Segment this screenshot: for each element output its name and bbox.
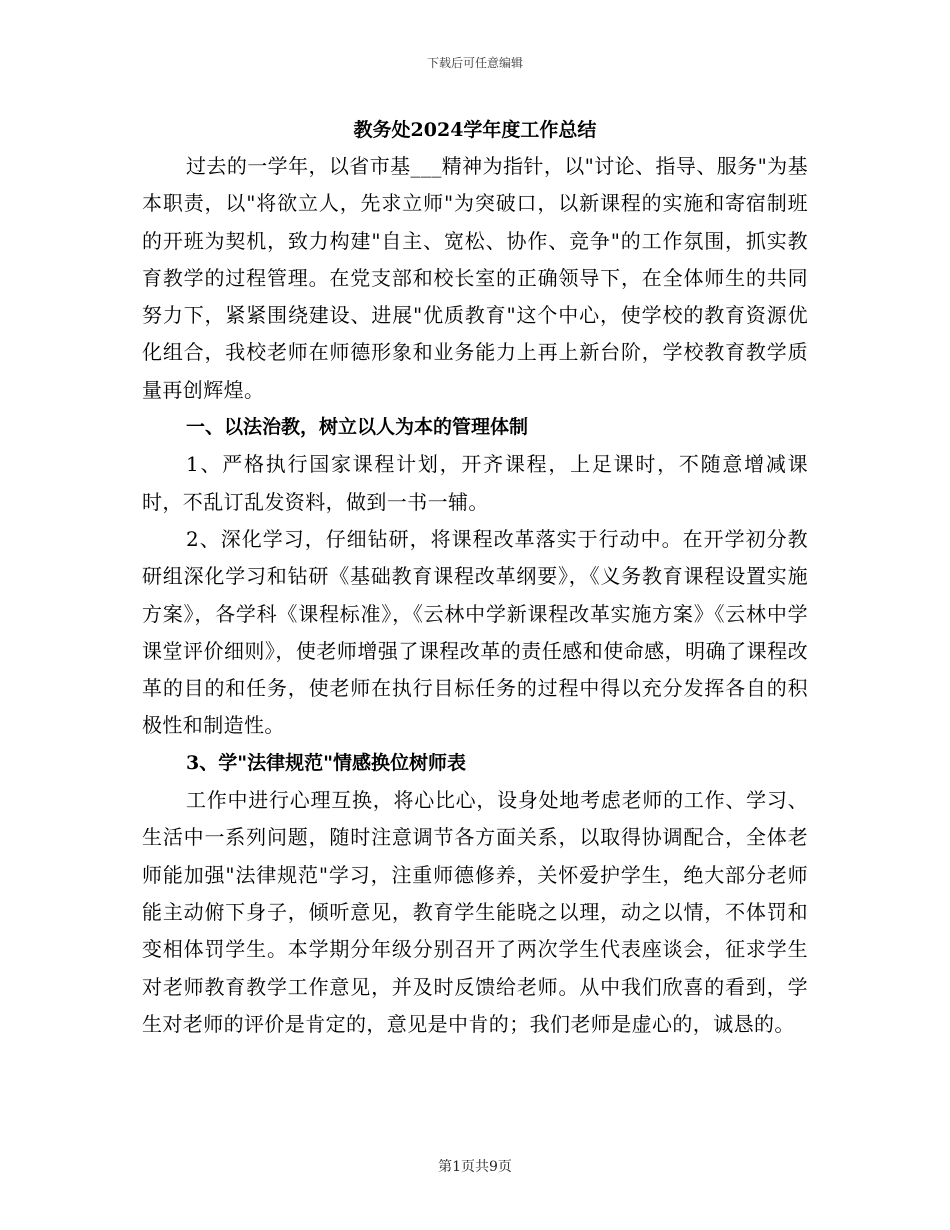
page-number-footer: 第1页共9页 bbox=[438, 1159, 512, 1175]
item-3-paragraph: 工作中进行心理互换，将心比心，设身处地考虑老师的工作、学习、生活中一系列问题，随时注意调节各方面关系，以取得协调配合，全体老师能加强"法律规范"学习，注重师德修养，关怀爱护学生，绝大部分老师能主动俯下身子，倾听意见，教育学生能晓之以理，动之以情，不体罚和变相体罚学生。本学期分年级分别召开了两次学生代表座谈会，征求学生对老师教育教学工作意见，并及时反馈给老师。从中我们欣喜的看到，学生对老师的评价是肯定的，意见是中肯的；我们老师是虚心的，诚恳的。 bbox=[142, 788, 808, 1036]
item-3-heading: 3、学"法律规范"情感换位树师表 bbox=[186, 751, 467, 774]
intro-paragraph: 过去的一学年，以省市基___精神为指针，以"讨论、指导、服务"为基本职责，以"将欲立人，先求立师"为突破口，以新课程的实施和寄宿制班的开班为契机，致力构建"自主、宽松、协作、竞争"的工作氛围，抓实教育教学的过程管理。在党支部和校长室的正确领导下，在全体师生的共同努力下，紧紧围绕建设、进展"优质教育"这个中心，使学校的教育资源优化组合，我校老师在师德形象和业务能力上再上新台阶，学校教育教学质量再创辉煌。 bbox=[142, 154, 808, 402]
document-body bbox=[142, 148, 808, 1043]
page-header-note: 下载后可任意编辑 bbox=[426, 56, 523, 70]
item-2-paragraph: 2、深化学习，仔细钻研，将课程改革落实于行动中。在开学初分教研组深化学习和钻研《基础教育课程改革纲要》，《义务教育课程设置实施方案》，各学科《课程标准》，《云林中学新课程改革实施方案》《云林中学课堂评价细则》，使老师增强了课程改革的责任感和使命感，明确了课程改革的目的和任务，使老师在执行目标任务的过程中得以充分发挥各自的积极性和制造性。 bbox=[142, 526, 808, 738]
item-1-paragraph: 1、严格执行国家课程计划，开齐课程，上足课时，不随意增减课时，不乱订乱发资料，做到一书一辅。 bbox=[142, 452, 808, 514]
section-heading-1: 一、以法治教，树立以人为本的管理体制 bbox=[186, 416, 529, 439]
document-title: 教务处2024学年度工作总结 bbox=[353, 119, 597, 141]
